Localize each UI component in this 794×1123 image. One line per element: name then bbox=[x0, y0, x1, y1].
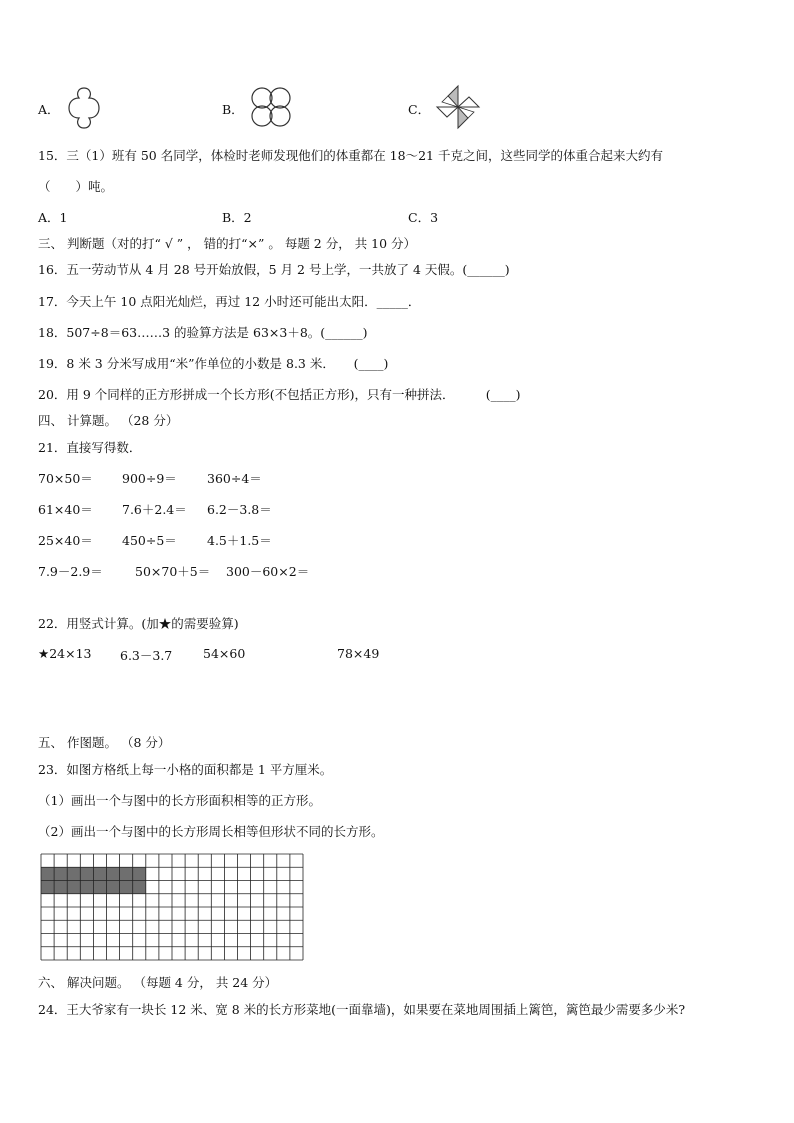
section-4-heading: 四、 计算题。 （28 分） bbox=[38, 413, 179, 428]
calc-item: 25×40＝ bbox=[38, 533, 93, 548]
question-15-text: 15．三（1）班有 50 名同学，体检时老师发现他们的体重都在 18～21 千克之间，这些同学的体重合起来大约有 bbox=[38, 148, 663, 163]
question-15-blank: （ ）吨。 bbox=[38, 179, 114, 194]
question-23-sub-1: （1）画出一个与图中的长方形面积相等的正方形。 bbox=[38, 793, 321, 808]
vertical-calc-item: 54×60 bbox=[203, 646, 246, 661]
calc-item: 4.5＋1.5＝ bbox=[207, 533, 272, 548]
question-24: 24．王大爷家有一块长 12 米、宽 8 米的长方形菜地(一面靠墙)，如果要在菜地周围插上篱笆，篱笆最少需要多少米? bbox=[38, 1002, 686, 1017]
calc-item: 7.6＋2.4＝ bbox=[122, 502, 187, 517]
vertical-calc-item: ★24×13 bbox=[38, 646, 92, 661]
option-a bbox=[38, 100, 60, 118]
option-c bbox=[408, 100, 430, 118]
calc-item: 6.2－3.8＝ bbox=[207, 502, 272, 517]
calc-item: 900÷9＝ bbox=[122, 471, 177, 486]
vertical-calc-item: 78×49 bbox=[337, 646, 380, 661]
question-15-option-a: A．1 bbox=[38, 210, 68, 225]
calc-item: 61×40＝ bbox=[38, 502, 93, 517]
question-15-option-b: B．2 bbox=[222, 210, 252, 225]
question-19: 19．8 米 3 分米写成用“米”作单位的小数是 8.3 米． (____) bbox=[38, 356, 389, 371]
calc-item: 50×70＋5＝ bbox=[135, 564, 211, 579]
option-b-label: B． bbox=[222, 102, 244, 117]
section-3-heading: 三、 判断题（对的打“ √ ” ， 错的打“×” 。 每题 2 分， 共 10 分） bbox=[38, 236, 417, 251]
calc-item: 70×50＝ bbox=[38, 471, 93, 486]
grid-paper bbox=[40, 853, 304, 961]
option-c-pinwheel-icon bbox=[434, 84, 482, 130]
question-16: 16．五一劳动节从 4 月 28 号开始放假，5 月 2 号上学，一共放了 4 天假。(______) bbox=[38, 262, 510, 277]
question-23-title: 23．如图方格纸上每一小格的面积都是 1 平方厘米。 bbox=[38, 762, 333, 777]
option-a-shape-icon bbox=[64, 86, 104, 130]
calc-item: 7.9－2.9＝ bbox=[38, 564, 103, 579]
question-21-title: 21．直接写得数． bbox=[38, 440, 142, 455]
question-15-option-c: C．3 bbox=[408, 210, 439, 225]
option-a-label: A． bbox=[38, 102, 60, 117]
option-c-label: C． bbox=[408, 102, 431, 117]
question-17: 17．今天上午 10 点阳光灿烂，再过 12 小时还可能出太阳．_____． bbox=[38, 294, 421, 309]
vertical-calc-item: 6.3－3.7 bbox=[120, 648, 173, 663]
section-6-heading: 六、 解决问题。 （每题 4 分， 共 24 分） bbox=[38, 975, 278, 990]
calc-item: 360÷4＝ bbox=[207, 471, 262, 486]
section-5-heading: 五、 作图题。 （8 分） bbox=[38, 735, 171, 750]
question-20: 20．用 9 个同样的正方形拼成一个长方形(不包括正方形)，只有一种拼法． (____) bbox=[38, 387, 521, 402]
option-b bbox=[222, 100, 244, 118]
question-22-title: 22．用竖式计算。(加★的需要验算) bbox=[38, 616, 239, 631]
calc-item: 450÷5＝ bbox=[122, 533, 177, 548]
question-18: 18．507÷8＝63……3 的验算方法是 63×3＋8。(______) bbox=[38, 325, 368, 340]
question-23-sub-2: （2）画出一个与图中的长方形周长相等但形状不同的长方形。 bbox=[38, 824, 384, 839]
option-b-flower-icon bbox=[248, 86, 294, 130]
calc-item: 300－60×2＝ bbox=[226, 564, 310, 579]
